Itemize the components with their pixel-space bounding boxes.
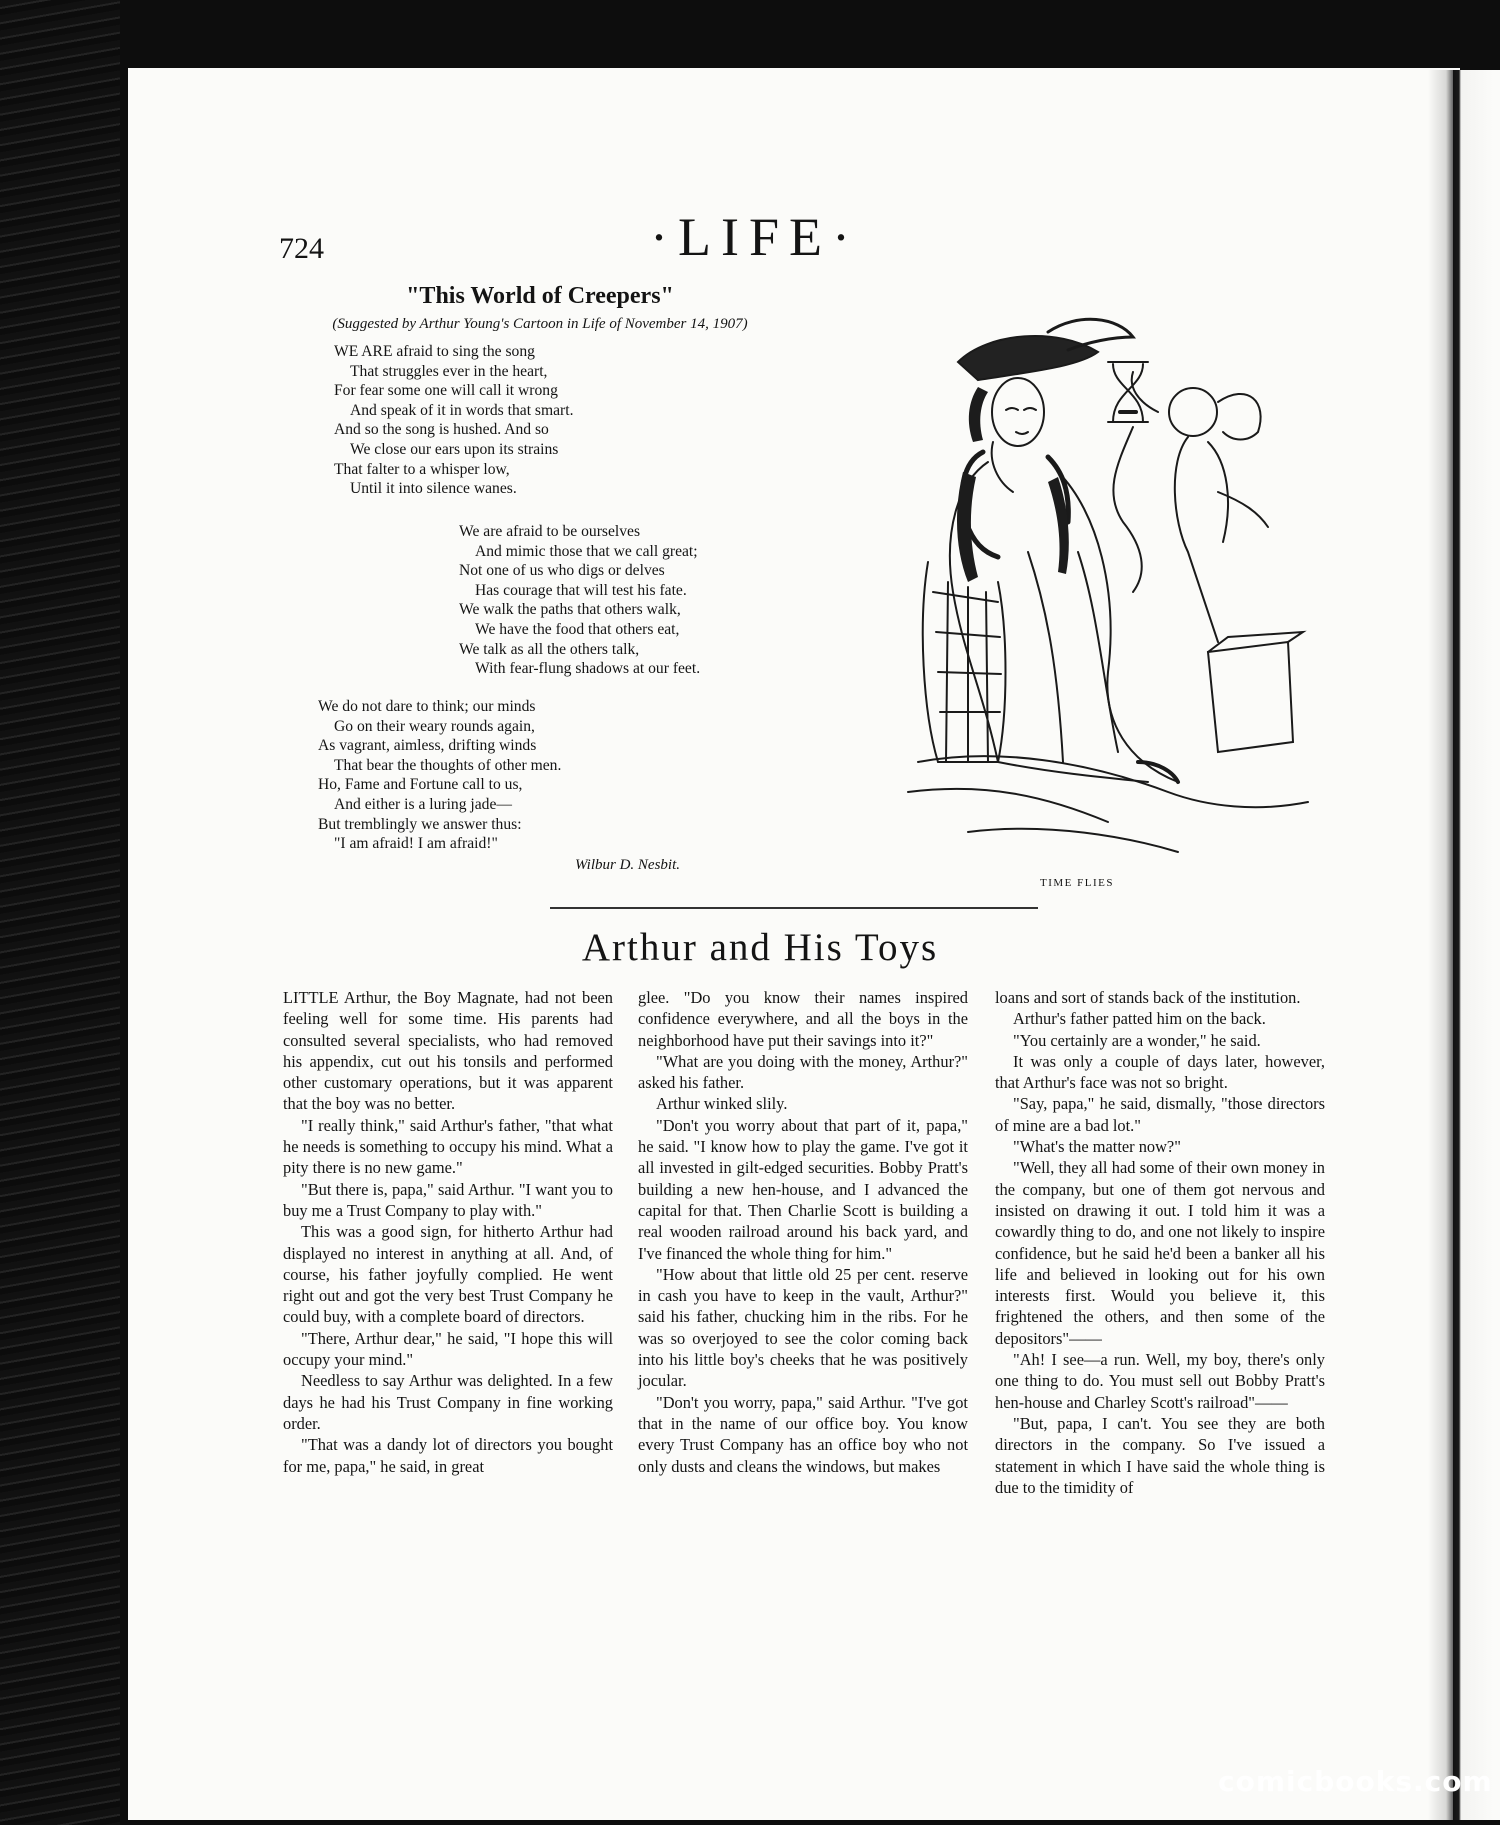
- paragraph: Arthur's father patted him on the back.: [1013, 1009, 1266, 1029]
- paragraph: Needless to say Arthur was delighted. In a few days he had his Trust Company in fine working order.: [283, 1371, 613, 1433]
- poem-line: And speak of it in words that smart.: [350, 401, 574, 419]
- next-page-edge: [1453, 70, 1500, 1820]
- illustration-time-flies: [848, 292, 1368, 862]
- page-number: 724: [279, 232, 324, 265]
- poem-stanza: [459, 522, 700, 679]
- paragraph: "Ah! I see—a run. Well, my boy, there's only one thing to do. You must sell out Bobby Pratt's hen-house and Charley Scott's railroad"——: [995, 1350, 1325, 1412]
- paragraph: "That was a dandy lot of directors you bought for me, papa," he said, in great: [283, 1435, 613, 1476]
- paragraph: "But there is, papa," said Arthur. "I want you to buy me a Trust Company to play with.": [283, 1179, 613, 1220]
- paragraph: "But, papa, I can't. You see they are both directors in the company. So I've issued a statement in which I have said the whole thing is due to the timidity of: [995, 1413, 1325, 1497]
- poem-line: We are afraid to be ourselves: [459, 523, 641, 540]
- poem-line: Ho, Fame and Fortune call to us,: [318, 776, 523, 794]
- paragraph: loans and sort of stands back of the institution.: [995, 988, 1301, 1007]
- scan-border: [0, 0, 120, 1825]
- poem-line: That bear the thoughts of other men.: [334, 756, 562, 774]
- article-title: Arthur and His Toys: [581, 926, 939, 969]
- poem-line: That falter to a whisper low,: [334, 460, 510, 478]
- poem-line: As vagrant, aimless, drifting winds: [318, 737, 537, 755]
- illustration-caption: TIME FLIES: [1040, 877, 1114, 889]
- poem-subtitle: (Suggested by Arthur Young's Cartoon in Life of November 14, 1907): [332, 316, 748, 332]
- paragraph: glee. "Do you know their names inspired confidence everywhere, and all the boys in the neighborhood have put their savings into it?": [638, 988, 968, 1050]
- poem-line: We have the food that others eat,: [475, 620, 680, 638]
- poem-line: And either is a luring jade—: [334, 795, 512, 813]
- paragraph: "What are you doing with the money, Arthur?" asked his father.: [638, 1051, 968, 1093]
- poem-line: Go on their weary rounds again,: [334, 717, 535, 735]
- paragraph: "You certainly are a wonder," he said.: [1013, 1030, 1261, 1050]
- poem-line: And mimic those that we call great;: [475, 542, 698, 560]
- article-column: [638, 987, 968, 1477]
- poem-line: We talk as all the others talk,: [459, 640, 640, 658]
- paragraph: "What's the matter now?": [1013, 1137, 1181, 1157]
- poem-line: We do not dare to think; our minds: [318, 698, 536, 715]
- paragraph: "Don't you worry, papa," said Arthur. "I've got that in the name of our office boy. You know every Trust Company has an office boy who not only dusts and cleans the windows, but makes: [638, 1392, 968, 1476]
- paragraph: "I really think," said Arthur's father, "that what he needs is something to occupy his mind. What a pity there is no new game.": [283, 1115, 613, 1178]
- poem-line: We walk the paths that others walk,: [459, 601, 681, 619]
- masthead: ·LIFE·: [650, 207, 860, 267]
- poem-stanza: [334, 342, 573, 499]
- paragraph: "Say, papa," he said, dismally, "those directors of mine are a bad lot.": [995, 1094, 1325, 1135]
- poem-line: We close our ears upon its strains: [350, 440, 559, 458]
- poem-author: Wilbur D. Nesbit.: [575, 857, 681, 873]
- paragraph: "Well, they all had some of their own money in the company, but one of them got nervous and insisted on drawing it out. I told him it was a cowardly thing to do, and one not likely to inspire confidence, but he said he'd been a banker all his life and believed in looking out for his own interests first. Would you believe it, this frightened the others, and then some of the depositors"——: [995, 1158, 1325, 1348]
- article-column: [283, 987, 613, 1477]
- section-rule: [550, 907, 1038, 909]
- poem-line: That struggles ever in the heart,: [350, 362, 548, 380]
- paragraph: This was a good sign, for hitherto Arthur had displayed no interest in anything at all. And, of course, his father joyfully complied. He went right out and got the very best Trust Company he could buy, with a complete board of directors.: [283, 1222, 613, 1327]
- poem-line: Until it into silence wanes.: [350, 480, 517, 498]
- poem-line: WE ARE afraid to sing the song: [334, 343, 535, 360]
- poem-line: Not one of us who digs or delves: [459, 562, 665, 580]
- poem-stanza: [318, 697, 561, 854]
- paragraph: LITTLE Arthur, the Boy Magnate, had not been feeling well for some time. His parents had consulted several specialists, who had removed his appendix, cut out his tonsils and performed other customary operations, but it was apparent that the boy was no better.: [283, 988, 613, 1114]
- poem-line: And so the song is hushed. And so: [334, 421, 549, 439]
- poem-line: With fear-flung shadows at our feet.: [475, 660, 701, 678]
- paragraph: Arthur winked slily.: [656, 1094, 788, 1114]
- paragraph: "There, Arthur dear," he said, "I hope this will occupy your mind.": [283, 1328, 613, 1370]
- poem-line: For fear some one will call it wrong: [334, 382, 558, 400]
- article-column: [995, 987, 1325, 1498]
- poem-line: "I am afraid! I am afraid!": [334, 835, 498, 853]
- poem-line: But tremblingly we answer thus:: [318, 815, 522, 833]
- paragraph: It was only a couple of days later, however, that Arthur's face was not so bright.: [995, 1051, 1325, 1093]
- poem-line: Has courage that will test his fate.: [475, 581, 687, 599]
- paragraph: "How about that little old 25 per cent. reserve in cash you have to keep in the vault, Arthur?" said his father, chucking him in the ribs. For he was so overjoyed to see the color coming back into his little boy's cheeks that he was positively jocular.: [638, 1264, 968, 1391]
- paragraph: "Don't you worry about that part of it, papa," he said. "I know how to play the game. I've got it all invested in gilt-edged securities. Bobby Pratt's building a new hen-house, and I advanced the capital for that. Then Charlie Scott is building a real wooden railroad around his back yard, and I've financed the whole thing for him.": [638, 1115, 968, 1263]
- poem-title: "This World of Creepers": [406, 283, 674, 309]
- watermark: comicbooks.com: [1218, 1765, 1493, 1798]
